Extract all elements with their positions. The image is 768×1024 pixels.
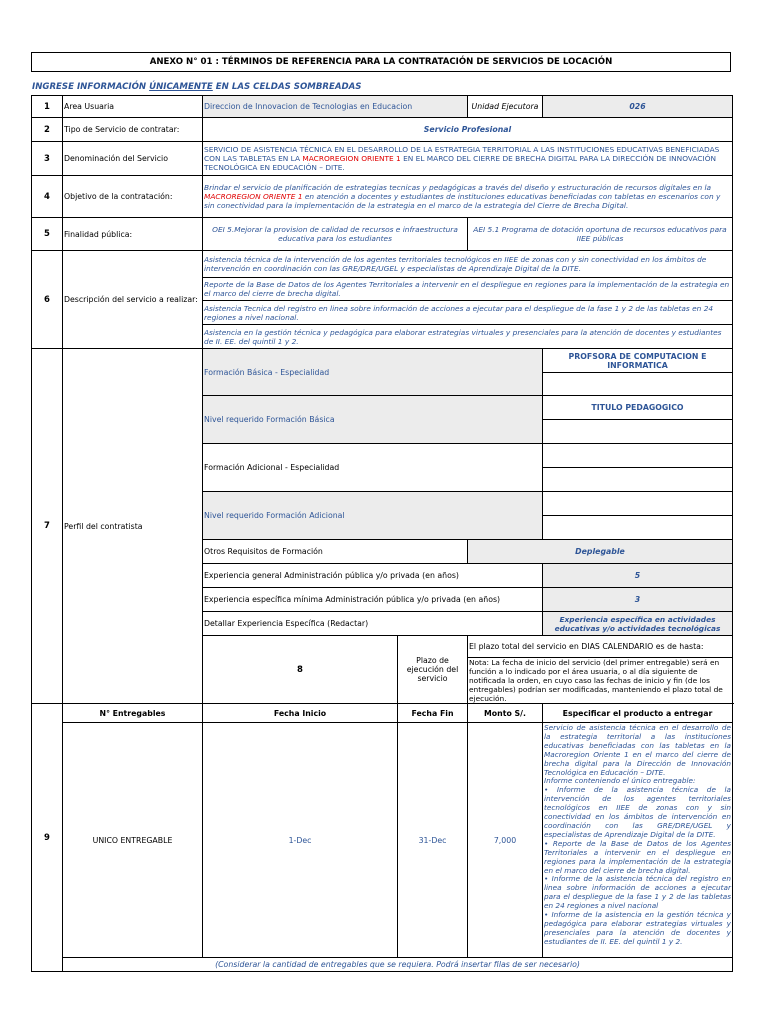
producto-line: Informe conteniendo el único entregable: (544, 776, 696, 786)
unidad-ejecutora-field[interactable]: 026 (543, 96, 733, 118)
row-1 (32, 96, 733, 118)
otros-requisitos-label: Otros Requisitos de Formación (203, 540, 468, 564)
instruction-underlined: ÚNICAMENTE (149, 82, 213, 92)
producto-line: • Informe de la asistencia técnica del registro en linea sobre información de acciones a ejecutar para el despliegue de la fase 1 y 2 de las tabletas en 24 regiones a nivel nacional (544, 874, 731, 911)
instruction-before: INGRESE INFORMACIÓN (32, 82, 150, 92)
nivel-adicional-field[interactable] (543, 492, 733, 516)
entregable-name[interactable]: UNICO ENTREGABLE (63, 723, 203, 958)
tipo-servicio-field[interactable]: Servicio Profesional (203, 118, 733, 142)
exp-especifica-label: Experiencia específica mínima Administración pública y/o privada (en años) (203, 588, 543, 612)
row-8-label: Plazo de ejecución del servicio (398, 636, 468, 704)
formacion-basica-field-2[interactable] (543, 373, 733, 396)
row-7-number: 7 (32, 349, 63, 704)
plazo-label: El plazo total del servicio en DIAS CALENDARIO es de hasta: (468, 636, 733, 658)
terms-table (31, 95, 733, 972)
row-3-number: 3 (32, 142, 63, 176)
formacion-basica-label: Formación Básica - Especialidad (203, 349, 543, 396)
producto-line: • Reporte de la Base de Datos de los Agentes Territoriales a intervenir en el despliegue en regiones para la implementación de la estrategia en el marco del cierre de brecha digital. (544, 838, 731, 875)
aei-field[interactable]: AEI 5.1 Programa de dotación oportuna de recursos educativos para IIEE públicas (468, 218, 733, 251)
producto-line: • Informe de la asistencia en la gestión técnica y pedagógica para elaborar estrategias virtuales y presenciales para la atención de docentes y estudiantes de II. EE. del quintil 1 y 2. (544, 910, 731, 946)
row-9-note (32, 958, 733, 972)
fecha-inicio-field[interactable]: 1-Dec (203, 723, 398, 958)
row-9-number: 9 (32, 704, 63, 972)
row-4 (32, 176, 733, 218)
monto-field[interactable]: 7,000 (468, 723, 543, 958)
fecha-fin-header: Fecha Fin (398, 704, 468, 723)
denominacion-field[interactable]: SERVICIO DE ASISTENCIA TÉCNICA EN EL DESARROLLO DE LA ESTRATEGIA TERRITORIAL A LAS INSTITUCIONES EDUCATIVAS BENEFICIADAS CON LAS TABLETAS EN LA MACROREGION ORIENTE 1 EN EL MARCO DEL CIERRE DE BRECHA DIGITAL PARA LA DIRECCIÓN DE INNOVACIÓN TECNOLÓGICA EN EDUCACIÓN – DITE. (203, 142, 733, 176)
exp-especifica-field[interactable]: 3 (543, 588, 733, 612)
fecha-inicio-header: Fecha Inicio (203, 704, 398, 723)
row-2-label: Tipo de Servicio de contratar: (63, 118, 203, 142)
row-3 (32, 142, 733, 176)
nivel-adicional-label: Nivel requerido Formación Adicional (203, 492, 543, 540)
row-7-label: Perfil del contratista (63, 349, 203, 704)
monto-header: Monto S/. (468, 704, 543, 723)
row-7 (32, 349, 733, 373)
instruction-after: EN LAS CELDAS SOMBREADAS (212, 82, 362, 92)
detalle-exp-field[interactable]: Experiencia específica en actividades educativas y/o actividades tecnológicas (543, 612, 733, 636)
descripcion-item[interactable]: Asistencia en la gestión técnica y pedagógica para elaborar estrategias virtuales y presenciales para la atención de docentes y estudiantes de II. EE. del quintil 1 y 2. (203, 325, 733, 349)
formacion-adicional-field[interactable] (543, 444, 733, 468)
nivel-basica-field-2[interactable] (543, 420, 733, 444)
entregables-header: N° Entregables (63, 704, 203, 723)
formacion-basica-field[interactable]: PROFSORA DE COMPUTACION E INFORMATICA (543, 349, 733, 373)
area-usuaria-field[interactable]: Direccion de Innovacion de Tecnologias en Educacion (203, 96, 468, 118)
exp-general-field[interactable]: 5 (543, 564, 733, 588)
producto-line: Servicio de asistencia técnica en el desarrollo de la estrategia territorial a las instituciones educativas beneficiadas con las tabletas en la Macroregion Oriente 1 en el marco del cierre de brecha digital para la Dirección de Innovación Tecnológica en Educación – DITE. (544, 723, 731, 777)
nivel-basica-label: Nivel requerido Formación Básica (203, 396, 543, 444)
objetivo-field[interactable]: Brindar el servicio de planificación de estrategias tecnicas y pedagógicas a través del diseño y estructuración de recursos digitales en la MACROREGION ORIENTE 1 en atención a docentes y estudiantes de instituciones educativas beneficiadas con tabletas en escenarios con y sin conectividad para la implementación de la estrategia en el marco de la estrategia del Cierre de Brecha Digital. (203, 176, 733, 218)
descripcion-item[interactable]: Asistencia técnica de la intervención de los agentes territoriales tecnológicos en IIEE de zonas con y sin conectividad en los ámbitos de intervención en coordinación con las GRE/DRE/UGEL y especialistas de Aprendizaje Digital de la DITE. (203, 251, 733, 278)
otros-requisitos-dropdown[interactable]: Deplegable (468, 540, 733, 564)
producto-line: • Informe de la asistencia técnica de la intervención de los agentes territoriales tecnológicos en IIEE de zonas con y sin conectividad en los ámbitos de intervención en coordinación con las GRE/DRE/UGEL y especialistas de Aprendizaje Digital de la DITE. (544, 785, 731, 839)
detalle-exp-label: Detallar Experiencia Específica (Redactar) (203, 612, 543, 636)
row-5-number: 5 (32, 218, 63, 251)
row-4-number: 4 (32, 176, 63, 218)
row-1-label: Area Usuaria (63, 96, 203, 118)
row-1-number: 1 (32, 96, 63, 118)
entregables-note: (Considerar la cantidad de entregables que se requiera. Podrá insertar filas de ser necesario) (63, 958, 733, 972)
nivel-adicional-field-2[interactable] (543, 516, 733, 540)
row-4-label: Objetivo de la contratación: (63, 176, 203, 218)
row-2 (32, 118, 733, 142)
descripcion-item[interactable]: Asistencia Tecnica del registro en linea sobre información de acciones a ejecutar para el despliegue de la fase 1 y 2 de las tabletas en 24 regiones a nivel nacional. (203, 301, 733, 325)
row-8-number: 8 (203, 636, 398, 704)
instruction-text (32, 82, 361, 92)
row-5-label: Finalidad pública: (63, 218, 203, 251)
oei-field[interactable]: OEI 5.Mejorar la provision de calidad de recursos e infraestructura educativa para los estudiantes (203, 218, 468, 251)
producto-field[interactable] (543, 723, 733, 958)
plazo-note: Nota: La fecha de inicio del servicio (del primer entregable) será en función a lo indicado por el área usuaria, o al día siguiente de notificada la orden, en cuyo caso las fechas de inicio y fin (de los entregables) podrían ser modificadas, manteniendo el plazo total de ejecución. (468, 658, 733, 704)
fecha-fin-field[interactable]: 31-Dec (398, 723, 468, 958)
descripcion-item[interactable]: Reporte de la Base de Datos de los Agentes Territoriales a intervenir en el despliegue en regiones para la implementación de la estrategia en el marco del cierre de brecha digital. (203, 278, 733, 301)
row-2-number: 2 (32, 118, 63, 142)
formacion-adicional-label: Formación Adicional - Especialidad (203, 444, 543, 492)
row-6 (32, 251, 733, 278)
row-6-number: 6 (32, 251, 63, 349)
producto-header: Especificar el producto a entregar (543, 704, 733, 723)
row-9-entregable (32, 723, 733, 958)
formacion-adicional-field-2[interactable] (543, 468, 733, 492)
exp-general-label: Experiencia general Administración pública y/o privada (en años) (203, 564, 543, 588)
row-3-label: Denominación del Servicio (63, 142, 203, 176)
row-9-header (32, 704, 733, 723)
document-title: ANEXO N° 01 : TÉRMINOS DE REFERENCIA PARA LA CONTRATACIÓN DE SERVICIOS DE LOCACIÓN (31, 52, 731, 72)
row-5 (32, 218, 733, 251)
nivel-basica-field[interactable]: TITULO PEDAGOGICO (543, 396, 733, 420)
row-6-label: Descripción del servicio a realizar: (63, 251, 203, 349)
unidad-ejecutora-label: Unidad Ejecutora (468, 96, 543, 118)
